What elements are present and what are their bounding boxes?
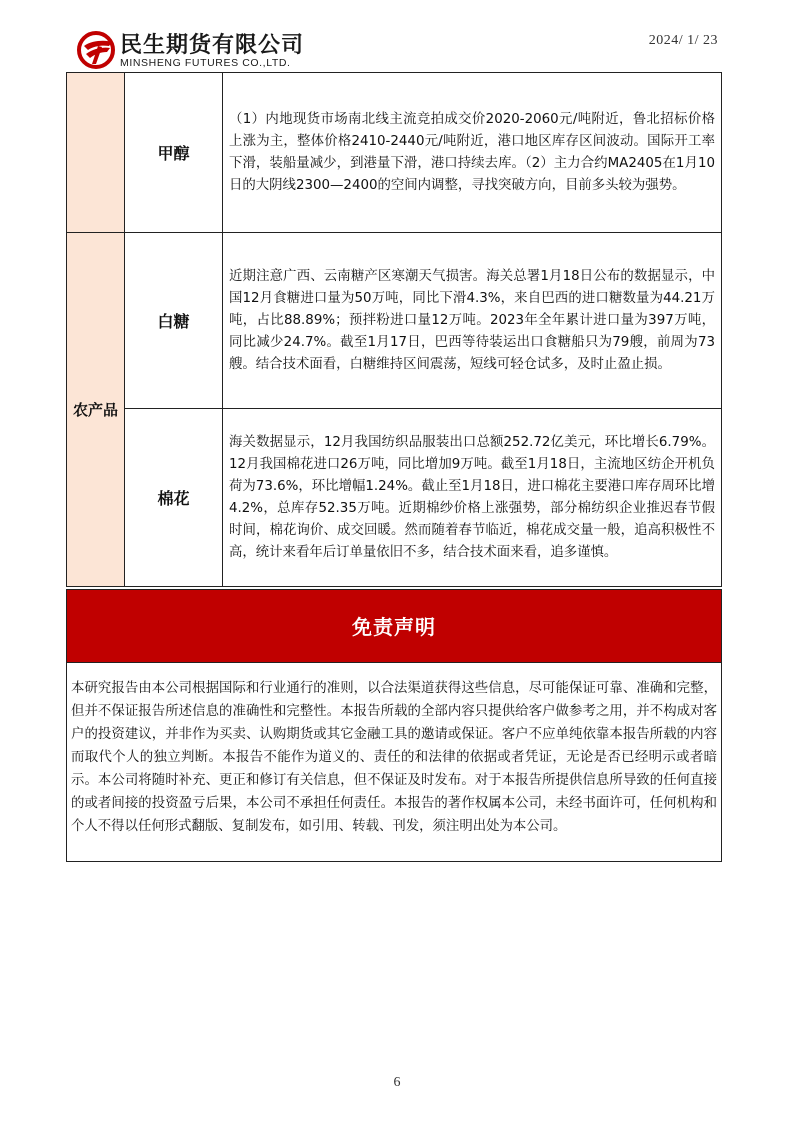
disclaimer-body: 本研究报告由本公司根据国际和行业通行的准则，以合法渠道获得这些信息，尽可能保证可靠、准确和完整，但并不保证报告所述信息的准确性和完整性。本报告所载的全部内容只提供给客户做参考之用，并不构成对客户的投资建议，并非作为买卖、认购期货或其它金融工具的邀请或保证。客户不应单纯依靠本报告所载的内容而取代个人的独立判断。本报告不能作为道义的、责任的和法律的依据或者凭证，无论是否已经明示或者暗示。本公司将随时补充、更正和修订有关信息，但不保证及时发布。对于本报告所提供信息所导致的任何直接的或者间接的投资盈亏后果，本公司不承担任何责任。本报告的著作权属本公司，未经书面许可，任何机构和个人不得以任何形式翻版、复制发布，如引用、转载、刊发，须注明出处为本公司。: [66, 663, 722, 862]
page-number: 6: [393, 1075, 401, 1090]
table-row: [67, 409, 722, 587]
commodity-analysis: 近期注意广西、云南糖产区寒潮天气损害。海关总署1月18日公布的数据显示，中国12月食糖进口量为50万吨，同比下滑4.3%，来自巴西的进口糖数量为44.21万吨，占比88.89%；预拌粉进口量12万吨。2023年全年累计进口量为397万吨，同比减少24.7%。截至1月17日，巴西等待装运出口食糖船只为79艘，前周为73艘。结合技术面看，白糖维持区间震荡，短线可轻仓试多，及时止盈止损。: [223, 233, 722, 409]
report-date: 2024/ 1/ 23: [648, 33, 718, 48]
sector-cell: 农产品: [67, 233, 125, 587]
disclaimer-title: 免责声明: [66, 589, 722, 663]
commodity-name: 甲醇: [125, 73, 223, 233]
table-row: [67, 233, 722, 409]
commodity-name: 棉花: [125, 409, 223, 587]
commodity-name: 白糖: [125, 233, 223, 409]
table-row: [67, 73, 722, 233]
company-name-cn: 民生期货有限公司: [120, 33, 305, 58]
sector-cell-empty: [67, 73, 125, 233]
company-logo: [76, 24, 322, 72]
minsheng-logo-icon: [76, 30, 116, 70]
commodity-analysis: 海关数据显示，12月我国纺织品服装出口总额252.72亿美元，环比增长6.79%。12月我国棉花进口26万吨，同比增加9万吨。截至1月18日，主流地区纺企开机负荷为73.6%，环比增幅1.24%。截止至1月18日，进口棉花主要港口库存周环比增4.2%，总库存52.35万吨。近期棉纱价格上涨强势，部分棉纺织企业推迟春节假时间，棉花询价、成交回暖。然而随着春节临近，棉花成交量一般，追高积极性不高，统计来看年后订单量依旧不多，结合技术面来看，追多谨慎。: [223, 409, 722, 587]
company-name-en: MINSHENG FUTURES CO.,LTD.: [120, 57, 291, 69]
page-header: [0, 0, 794, 74]
commodity-table: [66, 72, 722, 587]
commodity-analysis: （1）内地现货市场南北线主流竞拍成交价2020-2060元/吨附近，鲁北招标价格上涨为主，整体价格2410-2440元/吨附近，港口地区库存区间波动。国际开工率下滑，装船量减少，到港量下滑，港口持续去库。（2）主力合约MA2405在1月10日的大阴线2300—2400的空间内调整，寻找突破方向，目前多头较为强势。: [223, 73, 722, 233]
